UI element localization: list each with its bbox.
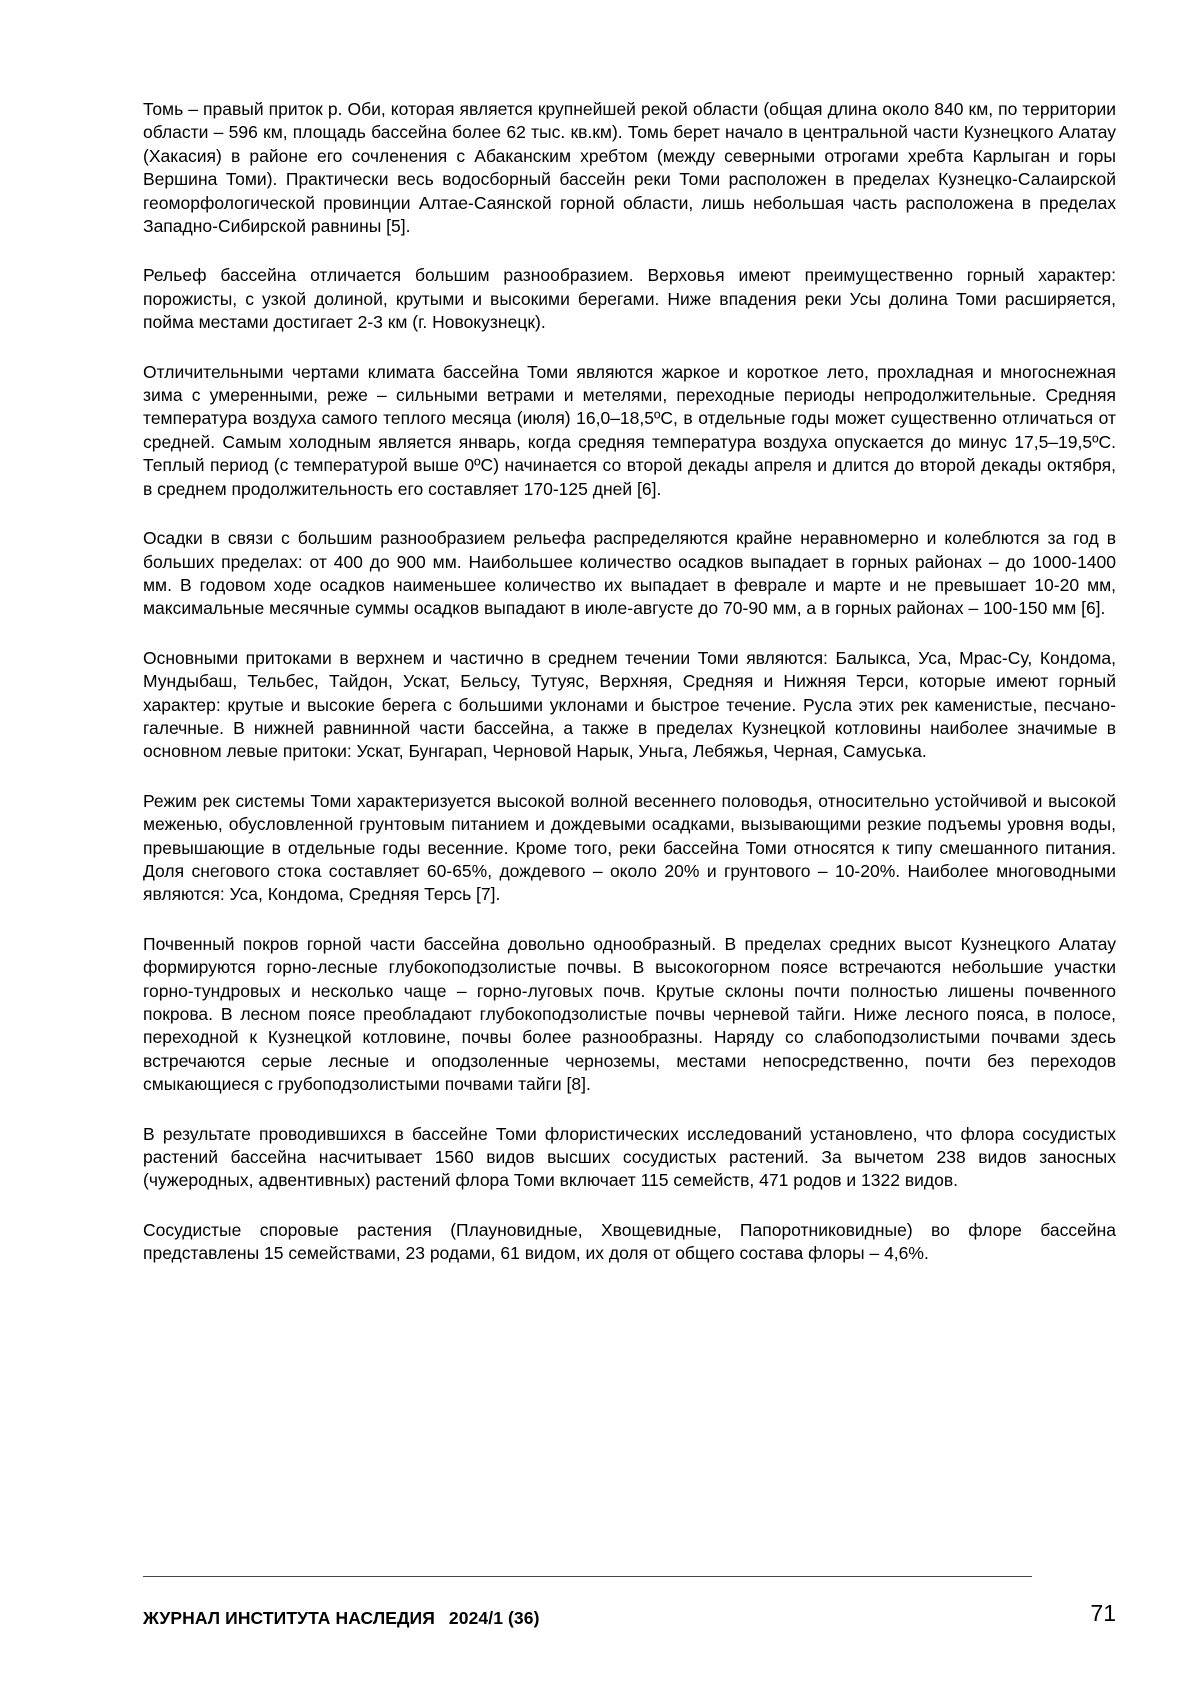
- paragraph: Рельеф бассейна отличается большим разнообразием. Верховья имеют преимущественно горный характер: порожисты, с узкой долиной, крутыми и высокими берегами. Ниже впадения реки Усы долина Томи расширяется, пойма местами достигает 2-3 км (г. Новокузнецк).: [143, 265, 1116, 333]
- paragraph: Основными притоками в верхнем и частично в среднем течении Томи являются: Балыкса, Уса, Мрас-Су, Кондома, Мундыбаш, Тельбес, Тайдон, Ускат, Бельсу, Тутуяс, Верхняя, Средняя и Нижняя Терси, которые имеют горный характер: крутые и высокие берега с большими уклонами и быстрое течение. Русла этих рек каменистые, песчано-галечные. В нижней равнинной части бассейна, а также в пределах Кузнецкой котловины наиболее значимые в основном левые притоки: Ускат, Бунгарап, Черновой Нарык, Уньга, Лебяжья, Черная, Самуська.: [143, 647, 1116, 762]
- footer-divider: [143, 1576, 1032, 1577]
- journal-name: ЖУРНАЛ ИНСТИТУТА НАСЛЕДИЯ: [143, 1608, 435, 1628]
- paragraph: Осадки в связи с большим разнообразием рельефа распределяются крайне неравномерно и колеблются за год в больших пределах: от 400 до 900 мм. Наибольшее количество осадков выпадает в горных районах – до 1000-1400 мм. В годовом ходе осадков наименьшее количество их выпадает в феврале и марте и не превышает 10-20 мм, максимальные месячные суммы осадков выпадают в июле-августе до 70-90 мм, а в горных районах – 100-150 мм [6].: [143, 528, 1116, 619]
- article-body: [143, 98, 1116, 1292]
- page-number: 71: [1090, 1600, 1116, 1626]
- paragraph: Сосудистые споровые растения (Плауновидные, Хвощевидные, Папоротниковидные) во флоре бассейна представлены 15 семействами, 23 родами, 61 видом, их доля от общего состава флоры – 4,6%.: [143, 1219, 1116, 1264]
- paragraph: Режим рек системы Томи характеризуется высокой волной весеннего половодья, относительно устойчивой и высокой меженью, обусловленной грунтовым питанием и дождевыми осадками, вызывающими резкие подъемы уровня воды, превышающие в отдельные годы весенние. Кроме того, реки бассейна Томи относятся к типу смешанного питания. Доля снегового стока составляет 60-65%, дождевого – около 20% и грунтового – 10-20%. Наиболее многоводными являются: Уса, Кондома, Средняя Терсь [7].: [143, 790, 1116, 905]
- footer-journal-title: [143, 1608, 540, 1629]
- paragraph: Отличительными чертами климата бассейна Томи являются жаркое и короткое лето, прохладная и многоснежная зима с умеренными, реже – сильными ветрами и метелями, переходные периоды непродолжительные. Средняя температура воздуха самого теплого месяца (июля) 16,0–18,5ºС, в отдельные годы может существенно отличаться от средней. Самым холодным является январь, когда средняя температура воздуха опускается до минус 17,5–19,5ºС. Теплый период (с температурой выше 0ºС) начинается со второй декады апреля и длится до второй декады октября, в среднем продолжительность его составляет 170-125 дней [6].: [143, 361, 1116, 499]
- paragraph: Томь – правый приток р. Оби, которая является крупнейшей рекой области (общая длина около 840 км, по территории области – 596 км, площадь бассейна более 62 тыс. кв.км). Томь берет начало в центральной части Кузнецкого Алатау (Хакасия) в районе его сочленения с Абаканским хребтом (между северными отрогами хребта Карлыган и горы Вершина Томи). Практически весь водосборный бассейн реки Томи расположен в пределах Кузнецко-Салаирской геоморфологической провинции Алтае-Саянской горной области, лишь небольшая часть расположена в пределах Западно-Сибирской равнины [5].: [143, 99, 1116, 237]
- paragraph: Почвенный покров горной части бассейна довольно однообразный. В пределах средних высот Кузнецкого Алатау формируются горно-лесные глубокоподзолистые почвы. В высокогорном поясе встречаются небольшие участки горно-тундровых и несколько чаще – горно-луговых почв. Крутые склоны почти полностью лишены почвенного покрова. В лесном поясе преобладают глубокоподзолистые почвы черневой тайги. Ниже лесного пояса, в полосе, переходной к Кузнецкой котловине, почвы более разнообразны. Наряду со слабоподзолистыми почвами здесь встречаются серые лесные и оподзоленные черноземы, местами непосредственно, почти без переходов смыкающиеся с грубоподзолистыми почвами тайги [8].: [143, 933, 1116, 1095]
- paragraph: В результате проводившихся в бассейне Томи флористических исследований установлено, что флора сосудистых растений бассейна насчитывает 1560 видов высших сосудистых растений. За вычетом 238 видов заносных (чужеродных, адвентивных) растений флора Томи включает 115 семейств, 471 родов и 1322 видов.: [143, 1123, 1116, 1191]
- journal-issue: 2024/1 (36): [448, 1608, 540, 1628]
